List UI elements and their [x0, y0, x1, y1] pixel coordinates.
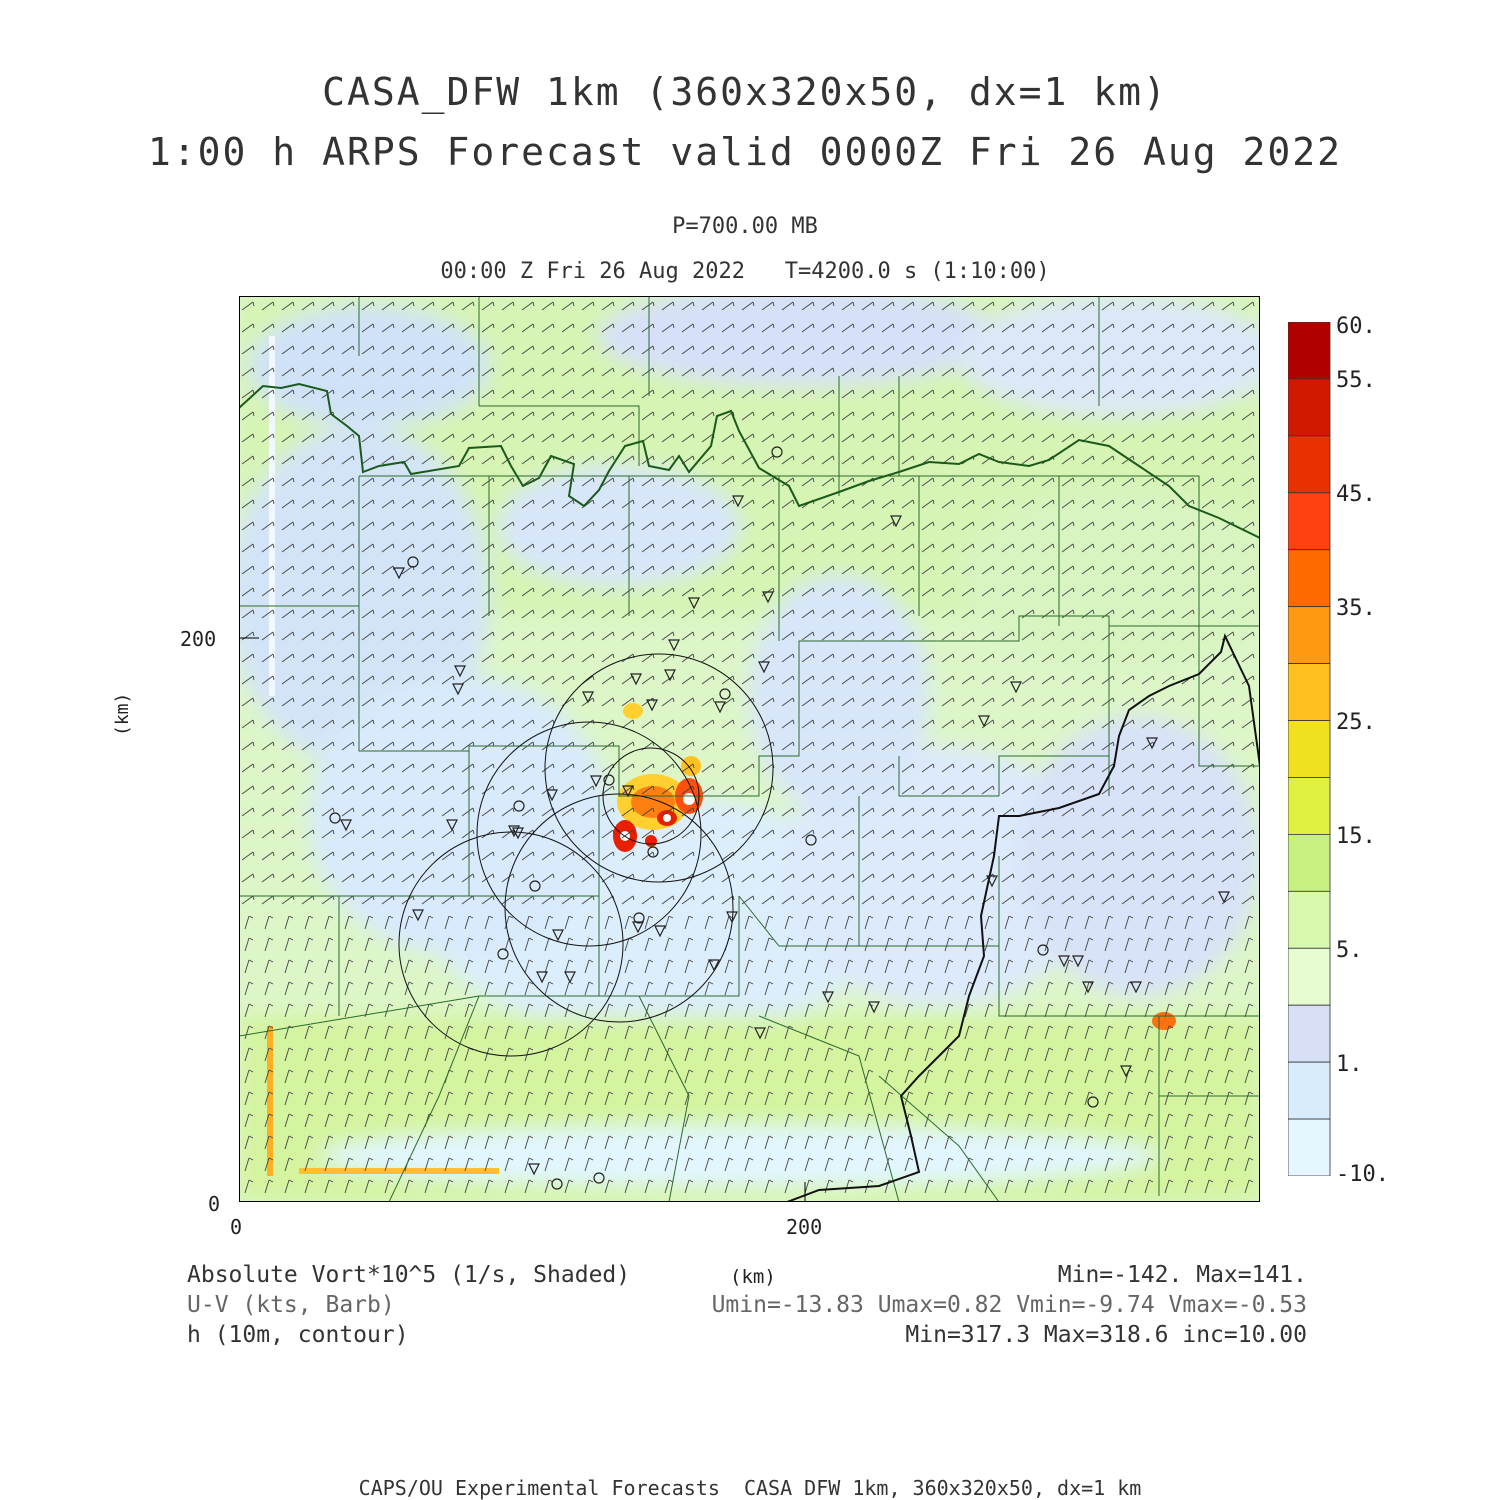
wind-barbs-upper: [239, 296, 1260, 916]
x-tick-200: 200: [786, 1215, 823, 1239]
color-bar-label: 25.: [1336, 710, 1376, 735]
color-bar: [1288, 322, 1332, 1176]
color-bar-label: 45.: [1336, 482, 1376, 507]
wind-barbs-lower: [239, 916, 1260, 1202]
color-bar-swatch: [1288, 493, 1330, 550]
color-bar-label: 60.: [1336, 314, 1376, 339]
forecast-map: [239, 296, 1260, 1202]
color-bar-swatch: [1288, 379, 1330, 436]
color-bar-label: 55.: [1336, 368, 1376, 393]
contour-stats: Min=317.3 Max=318.6 inc=10.00: [905, 1322, 1307, 1348]
color-bar-swatch: [1288, 664, 1330, 721]
color-bar-swatch: [1288, 1062, 1330, 1119]
color-bar-swatch: [1288, 948, 1330, 1005]
color-bar-swatch: [1288, 550, 1330, 607]
color-bar-swatch: [1288, 891, 1330, 948]
y-tick-200: 200: [180, 627, 217, 651]
plot-title-line1: CASA_DFW 1km (360x320x50, dx=1 km): [322, 70, 1168, 114]
color-bar-label: 1.: [1336, 1052, 1363, 1077]
color-bar-swatch: [1288, 322, 1330, 379]
y-tick-0: 0: [208, 1192, 221, 1216]
shaded-stats: Min=-142. Max=141.: [1057, 1262, 1307, 1288]
color-bar-swatch: [1288, 1119, 1330, 1176]
color-bar-swatch: [1288, 834, 1330, 891]
color-bar-swatch: [1288, 721, 1330, 778]
color-bar-label: -10.: [1336, 1162, 1389, 1187]
pressure-level-label: P=700.00 MB: [672, 214, 818, 239]
color-bar-label: 5.: [1336, 938, 1363, 963]
x-axis-unit: (km): [730, 1266, 776, 1288]
barb-stats: Umin=-13.83 Umax=0.82 Vmin=-9.74 Vmax=-0.53: [711, 1292, 1307, 1318]
color-bar-label: 35.: [1336, 596, 1376, 621]
color-bar-swatch: [1288, 607, 1330, 664]
color-bar-swatch: [1288, 777, 1330, 834]
field-shaded-label: Absolute Vort*10^5 (1/s, Shaded): [187, 1262, 631, 1288]
plot-title-line2: 1:00 h ARPS Forecast valid 0000Z Fri 26 Aug 2022: [147, 130, 1343, 174]
footer-credit: CAPS/OU Experimental Forecasts CASA DFW 1km, 360x320x50, dx=1 km: [358, 1476, 1142, 1500]
x-tick-0: 0: [230, 1215, 243, 1239]
color-bar-label: 15.: [1336, 824, 1376, 849]
field-barb-label: U-V (kts, Barb): [187, 1292, 395, 1318]
color-bar-swatch: [1288, 1005, 1330, 1062]
field-contour-label: h (10m, contour): [187, 1322, 409, 1348]
y-axis-unit: (km): [112, 692, 133, 736]
valid-time-label: 00:00 Z Fri 26 Aug 2022 T=4200.0 s (1:10:00): [440, 259, 1050, 284]
color-bar-swatch: [1288, 436, 1330, 493]
